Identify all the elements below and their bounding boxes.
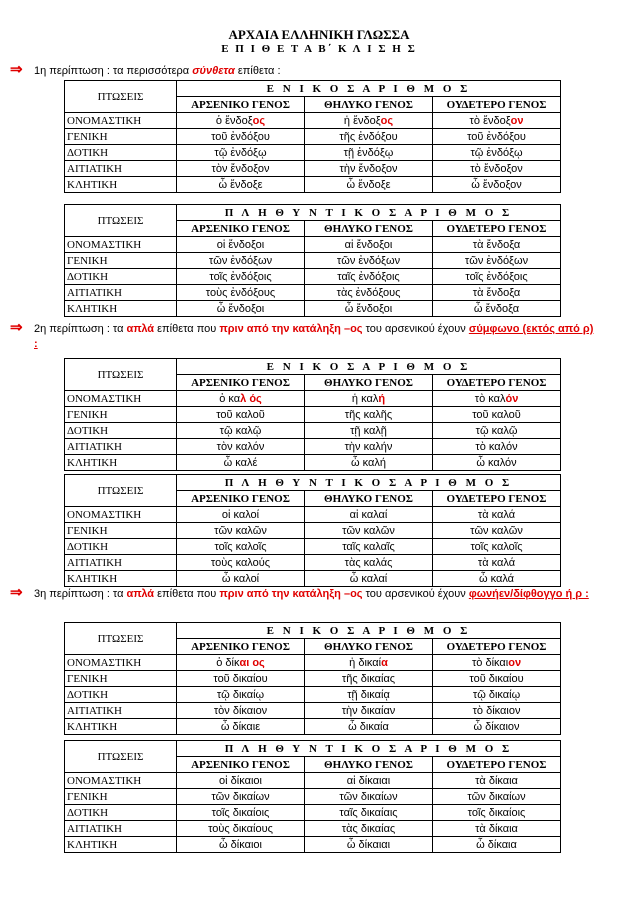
case-label: ΔΟΤΙΚΗ <box>65 805 177 821</box>
form-cell <box>433 285 561 301</box>
form-cell <box>305 789 433 805</box>
form-text: τῇ ἐνδόξῳ <box>343 146 394 159</box>
form-text: τὴν δικαίαν <box>341 704 396 717</box>
form-cell <box>177 555 305 571</box>
form-cell <box>305 507 433 523</box>
form-cell <box>305 391 433 407</box>
form-cell <box>305 301 433 317</box>
table-row <box>65 571 561 587</box>
form-text: τῷ ἐνδόξῳ <box>214 146 267 159</box>
table-row <box>65 285 561 301</box>
form-cell <box>433 113 561 129</box>
form-text: αἱ καλαί <box>349 508 388 521</box>
form-cell <box>433 821 561 837</box>
form-cell <box>433 253 561 269</box>
form-text: αἱ ἔνδοξοι <box>344 238 393 251</box>
case-label: ΑΙΤΙΑΤΙΚΗ <box>65 821 177 837</box>
form-text: τῆς ἐνδόξου <box>339 130 398 143</box>
gender-header-masc: ΑΡΣΕΝΙΚΟ ΓΕΝΟΣ <box>177 97 305 113</box>
form-cell <box>177 719 305 735</box>
form-text: ὦ ἔνδοξοι <box>216 302 265 315</box>
form-text: τοῦ καλοῦ <box>472 408 521 421</box>
form-text: ὦ δικαία <box>348 720 389 733</box>
form-text: τῶν καλῶν <box>470 524 523 537</box>
form-text: τῶν ἐνδόξων <box>336 254 401 267</box>
form-text: ὦ καλέ <box>223 456 258 469</box>
form-cell <box>433 539 561 555</box>
arrow-right-icon: ⇒ <box>10 319 23 336</box>
form-cell <box>305 773 433 789</box>
form-cell <box>433 407 561 423</box>
form-cell <box>177 655 305 671</box>
form-text: ὦ καλή <box>351 456 386 469</box>
form-cell <box>305 161 433 177</box>
form-text: τὸν δίκαιον <box>213 704 268 717</box>
form-text: ὦ ἔνδοξον <box>471 178 522 191</box>
table-row <box>65 703 561 719</box>
case-label: ΚΛΗΤΙΚΗ <box>65 571 177 587</box>
case-label: ΟΝΟΜΑΣΤΙΚΗ <box>65 391 177 407</box>
form-text: τοῦ δικαίου <box>469 672 524 685</box>
table-plural-case-1 <box>64 204 561 317</box>
form-text: ὦ δίκαιον <box>473 720 520 733</box>
form-cell <box>433 145 561 161</box>
form-cell <box>177 423 305 439</box>
form-text: τὴν καλήν <box>344 440 393 453</box>
arrow-right-icon: ⇒ <box>10 61 23 78</box>
form-text: ὁ δίκ <box>216 656 240 669</box>
case-label: ΓΕΝΙΚΗ <box>65 129 177 145</box>
form-cell <box>177 571 305 587</box>
form-text: τοῖς δικαίοις <box>467 806 526 819</box>
case-label: ΟΝΟΜΑΣΤΙΚΗ <box>65 507 177 523</box>
form-cell <box>433 523 561 539</box>
table-row <box>65 671 561 687</box>
table-plural-case-2 <box>64 474 561 587</box>
cases-header: ΠΤΩΣΕΙΣ <box>65 359 177 391</box>
form-text: τῷ ἐνδόξῳ <box>470 146 523 159</box>
table-row <box>65 237 561 253</box>
form-text: τὰ δίκαια <box>475 774 518 787</box>
form-text: ὦ δίκαιοι <box>219 838 262 851</box>
form-cell <box>305 455 433 471</box>
form-text: ὁ ἔνδοξ <box>215 114 253 127</box>
form-text: τοῖς δικαίοις <box>211 806 270 819</box>
form-cell <box>433 455 561 471</box>
form-text: ὦ ἔνδοξε <box>346 178 391 191</box>
gender-header-neut: ΟΥΔΕΤΕΡΟ ΓΕΝΟΣ <box>433 491 561 507</box>
table-row <box>65 439 561 455</box>
form-cell <box>433 687 561 703</box>
form-text: ὦ ἔνδοξοι <box>344 302 393 315</box>
table-row <box>65 821 561 837</box>
form-cell <box>177 269 305 285</box>
form-cell <box>305 837 433 853</box>
table-plural-case-3 <box>64 740 561 853</box>
gender-header-neut: ΟΥΔΕΤΕΡΟ ΓΕΝΟΣ <box>433 97 561 113</box>
ending-highlight: α <box>381 656 388 669</box>
document-subtitle: Ε Π Ι Θ Ε Τ Α Β΄ Κ Λ Ι Σ Η Σ <box>221 43 417 55</box>
form-cell <box>177 439 305 455</box>
case-label: ΚΛΗΤΙΚΗ <box>65 719 177 735</box>
form-text: οἱ ἔνδοξοι <box>216 238 265 251</box>
form-cell <box>305 407 433 423</box>
ending-highlight: ος <box>380 114 394 127</box>
case-label: ΚΛΗΤΙΚΗ <box>65 301 177 317</box>
table-row <box>65 129 561 145</box>
form-cell <box>177 523 305 539</box>
form-cell <box>433 423 561 439</box>
table-singular-case-2 <box>64 358 561 471</box>
form-text: τὸν ἔνδοξον <box>211 162 270 175</box>
table-row <box>65 507 561 523</box>
form-text: ἡ δικαί <box>349 656 382 669</box>
case-label: ΑΙΤΙΑΤΙΚΗ <box>65 285 177 301</box>
table-row <box>65 523 561 539</box>
form-cell <box>177 113 305 129</box>
form-cell <box>305 571 433 587</box>
gender-header-fem: ΘΗΛΥΚΟ ΓΕΝΟΣ <box>305 639 433 655</box>
case-label: ΓΕΝΙΚΗ <box>65 523 177 539</box>
table-row <box>65 407 561 423</box>
table-row <box>65 253 561 269</box>
gender-header-fem: ΘΗΛΥΚΟ ΓΕΝΟΣ <box>305 757 433 773</box>
table-row <box>65 773 561 789</box>
form-text: τὴν ἔνδοξον <box>339 162 398 175</box>
case-label: ΓΕΝΙΚΗ <box>65 407 177 423</box>
form-text: τὸ καλ <box>474 392 506 405</box>
case-label: ΟΝΟΜΑΣΤΙΚΗ <box>65 237 177 253</box>
form-cell <box>305 687 433 703</box>
form-cell <box>433 671 561 687</box>
table-row <box>65 269 561 285</box>
form-cell <box>177 821 305 837</box>
case-label: ΔΟΤΙΚΗ <box>65 539 177 555</box>
form-cell <box>433 773 561 789</box>
table-row <box>65 145 561 161</box>
form-text: τὸ καλόν <box>475 440 518 453</box>
form-text: τοῦ ἐνδόξου <box>467 130 526 143</box>
form-cell <box>177 285 305 301</box>
case-label: ΟΝΟΜΑΣΤΙΚΗ <box>65 655 177 671</box>
form-text: ὦ ἔνδοξα <box>473 302 520 315</box>
table-row <box>65 555 561 571</box>
form-text: οἱ καλοί <box>221 508 260 521</box>
form-cell <box>433 837 561 853</box>
case-label: ΚΛΗΤΙΚΗ <box>65 837 177 853</box>
form-text: ὦ καλαί <box>349 572 388 585</box>
number-header: Π Λ Η Θ Υ Ν Τ Ι Κ Ο Σ Α Ρ Ι Θ Μ Ο Σ <box>177 741 561 757</box>
gender-header-masc: ΑΡΣΕΝΙΚΟ ΓΕΝΟΣ <box>177 491 305 507</box>
document-title: ΑΡΧΑΙΑ ΕΛΛΗΝΙΚΗ ΓΛΩΣΣΑ <box>228 27 410 42</box>
form-cell <box>305 703 433 719</box>
gender-header-fem: ΘΗΛΥΚΟ ΓΕΝΟΣ <box>305 491 433 507</box>
form-text: τοὺς ἐνδόξους <box>205 286 276 299</box>
form-text: τῶν ἐνδόξων <box>464 254 529 267</box>
form-cell <box>177 539 305 555</box>
form-cell <box>177 237 305 253</box>
form-cell <box>433 555 561 571</box>
form-text: τὰς ἐνδόξους <box>336 286 401 299</box>
gender-header-masc: ΑΡΣΕΝΙΚΟ ΓΕΝΟΣ <box>177 221 305 237</box>
form-cell <box>433 301 561 317</box>
case-label: ΓΕΝΙΚΗ <box>65 789 177 805</box>
table-row <box>65 455 561 471</box>
form-text: ὁ κα <box>219 392 241 405</box>
form-text: τὸν καλόν <box>216 440 265 453</box>
table-row <box>65 539 561 555</box>
table-row <box>65 113 561 129</box>
gender-header-fem: ΘΗΛΥΚΟ ΓΕΝΟΣ <box>305 221 433 237</box>
case-label: ΑΙΤΙΑΤΙΚΗ <box>65 439 177 455</box>
form-cell <box>305 253 433 269</box>
form-cell <box>305 423 433 439</box>
gender-header-fem: ΘΗΛΥΚΟ ΓΕΝΟΣ <box>305 97 433 113</box>
form-cell <box>177 253 305 269</box>
form-cell <box>433 391 561 407</box>
form-text: τὰ ἔνδοξα <box>472 238 521 251</box>
form-cell <box>305 671 433 687</box>
form-cell <box>177 687 305 703</box>
form-cell <box>305 821 433 837</box>
form-text: ὦ δίκαιε <box>220 720 261 733</box>
note-case-3: ⇒ 3η περίπτωση : τα απλά επίθετα που πριν από την κατάληξη –ος του αρσενικού έχουν φωνήεν/δίφθογγο ή ρ : <box>10 584 589 601</box>
form-cell <box>305 113 433 129</box>
form-cell <box>433 237 561 253</box>
form-cell <box>305 555 433 571</box>
table-singular-case-3 <box>64 622 561 735</box>
form-cell <box>177 177 305 193</box>
ending-highlight: ον <box>510 114 524 127</box>
ending-highlight: ος <box>252 114 266 127</box>
gender-header-masc: ΑΡΣΕΝΙΚΟ ΓΕΝΟΣ <box>177 757 305 773</box>
form-cell <box>433 507 561 523</box>
case-label: ΓΕΝΙΚΗ <box>65 253 177 269</box>
table-singular-case-1 <box>64 80 561 193</box>
form-cell <box>177 789 305 805</box>
form-cell <box>177 161 305 177</box>
form-text: τὰς καλάς <box>344 556 393 569</box>
arrow-right-icon: ⇒ <box>10 584 23 601</box>
form-cell <box>433 655 561 671</box>
table-row <box>65 687 561 703</box>
form-text: τοῦ δικαίου <box>213 672 268 685</box>
case-label: ΟΝΟΜΑΣΤΙΚΗ <box>65 113 177 129</box>
form-cell <box>433 161 561 177</box>
form-cell <box>433 719 561 735</box>
table-row <box>65 423 561 439</box>
form-text: ὦ καλόν <box>476 456 517 469</box>
form-text: τῷ καλῷ <box>475 424 518 437</box>
case-label: ΟΝΟΜΑΣΤΙΚΗ <box>65 773 177 789</box>
case-label: ΑΙΤΙΑΤΙΚΗ <box>65 703 177 719</box>
form-cell <box>305 655 433 671</box>
form-text: τῶν δικαίων <box>339 790 398 803</box>
form-cell <box>433 571 561 587</box>
ending-highlight: αι ος <box>239 656 265 669</box>
form-cell <box>305 177 433 193</box>
form-text: τὰ ἔνδοξα <box>472 286 521 299</box>
gender-header-masc: ΑΡΣΕΝΙΚΟ ΓΕΝΟΣ <box>177 639 305 655</box>
form-text: ὦ δίκαιαι <box>346 838 391 851</box>
table-row <box>65 805 561 821</box>
form-cell <box>433 789 561 805</box>
form-text: τῇ δικαίᾳ <box>347 688 390 701</box>
form-cell <box>305 269 433 285</box>
form-text: ὦ δίκαια <box>476 838 517 851</box>
case-label: ΚΛΗΤΙΚΗ <box>65 177 177 193</box>
form-cell <box>177 805 305 821</box>
form-text: τῶν δικαίων <box>467 790 526 803</box>
form-text: ὦ καλοί <box>221 572 260 585</box>
form-text: ὦ καλά <box>478 572 515 585</box>
form-text: ταῖς ἐνδόξοις <box>337 270 400 283</box>
form-cell <box>177 455 305 471</box>
form-text: τὰ καλά <box>477 508 516 521</box>
case-label: ΔΟΤΙΚΗ <box>65 145 177 161</box>
form-cell <box>177 773 305 789</box>
form-text: ταῖς καλαῖς <box>342 540 395 553</box>
form-cell <box>433 269 561 285</box>
number-header: Ε Ν Ι Κ Ο Σ Α Ρ Ι Θ Μ Ο Σ <box>177 81 561 97</box>
form-cell <box>305 285 433 301</box>
gender-header-neut: ΟΥΔΕΤΕΡΟ ΓΕΝΟΣ <box>433 757 561 773</box>
form-text: τὸ δίκαιον <box>472 704 521 717</box>
ending-highlight: όν <box>505 392 519 405</box>
form-text: τοῦ καλοῦ <box>216 408 265 421</box>
table-row <box>65 301 561 317</box>
case-label: ΔΟΤΙΚΗ <box>65 269 177 285</box>
gender-header-neut: ΟΥΔΕΤΕΡΟ ΓΕΝΟΣ <box>433 221 561 237</box>
case-label: ΑΙΤΙΑΤΙΚΗ <box>65 161 177 177</box>
form-text: ἡ καλ <box>351 392 379 405</box>
gender-header-neut: ΟΥΔΕΤΕΡΟ ΓΕΝΟΣ <box>433 375 561 391</box>
ending-highlight: ή <box>378 392 386 405</box>
number-header: Ε Ν Ι Κ Ο Σ Α Ρ Ι Θ Μ Ο Σ <box>177 359 561 375</box>
form-text: τῶν καλῶν <box>342 524 395 537</box>
table-row <box>65 177 561 193</box>
form-text: τῶν ἐνδόξων <box>208 254 273 267</box>
form-text: τῆς καλῆς <box>344 408 393 421</box>
ending-highlight: ον <box>508 656 522 669</box>
form-text: τοὺς δικαίους <box>208 822 273 835</box>
form-cell <box>177 671 305 687</box>
form-text: ταῖς δικαίαις <box>339 806 398 819</box>
form-text: αἱ δίκαιαι <box>346 774 391 787</box>
form-cell <box>305 523 433 539</box>
form-text: τῷ δικαίῳ <box>472 688 521 701</box>
form-cell <box>433 177 561 193</box>
table-row <box>65 837 561 853</box>
case-label: ΔΟΤΙΚΗ <box>65 423 177 439</box>
gender-header-fem: ΘΗΛΥΚΟ ΓΕΝΟΣ <box>305 375 433 391</box>
form-cell <box>305 439 433 455</box>
number-header: Ε Ν Ι Κ Ο Σ Α Ρ Ι Θ Μ Ο Σ <box>177 623 561 639</box>
form-cell <box>433 703 561 719</box>
form-cell <box>305 719 433 735</box>
form-cell <box>177 145 305 161</box>
table-row <box>65 391 561 407</box>
form-text: τὰ καλά <box>477 556 516 569</box>
form-cell <box>177 407 305 423</box>
form-text: τῇ καλῇ <box>350 424 387 437</box>
cases-header: ΠΤΩΣΕΙΣ <box>65 741 177 773</box>
form-cell <box>433 805 561 821</box>
form-text: τὸ δίκαι <box>471 656 509 669</box>
form-text: τῷ καλῷ <box>219 424 262 437</box>
form-text: τοῖς ἐνδόξοις <box>209 270 272 283</box>
form-text: τοῖς καλοῖς <box>214 540 267 553</box>
case-label: ΓΕΝΙΚΗ <box>65 671 177 687</box>
form-cell <box>177 391 305 407</box>
form-text: τῶν δικαίων <box>211 790 270 803</box>
form-text: ἡ ἔνδοξ <box>343 114 381 127</box>
form-text: τοὺς καλούς <box>210 556 271 569</box>
form-cell <box>177 507 305 523</box>
form-cell <box>305 145 433 161</box>
case-label: ΑΙΤΙΑΤΙΚΗ <box>65 555 177 571</box>
table-row <box>65 789 561 805</box>
form-text: οἱ δίκαιοι <box>219 774 262 787</box>
form-cell <box>305 129 433 145</box>
number-header: Π Λ Η Θ Υ Ν Τ Ι Κ Ο Σ Α Ρ Ι Θ Μ Ο Σ <box>177 205 561 221</box>
form-cell <box>433 439 561 455</box>
number-header: Π Λ Η Θ Υ Ν Τ Ι Κ Ο Σ Α Ρ Ι Θ Μ Ο Σ <box>177 475 561 491</box>
form-text: τῷ δικαίῳ <box>216 688 265 701</box>
form-text: τὸ ἔνδοξ <box>469 114 511 127</box>
gender-header-masc: ΑΡΣΕΝΙΚΟ ΓΕΝΟΣ <box>177 375 305 391</box>
table-row <box>65 655 561 671</box>
form-text: τοῦ ἐνδόξου <box>211 130 270 143</box>
form-text: τῶν καλῶν <box>214 524 267 537</box>
table-row <box>65 161 561 177</box>
form-cell <box>433 129 561 145</box>
gender-header-neut: ΟΥΔΕΤΕΡΟ ΓΕΝΟΣ <box>433 639 561 655</box>
form-cell <box>177 837 305 853</box>
form-text: ὦ ἔνδοξε <box>218 178 263 191</box>
form-text: τοῖς καλοῖς <box>470 540 523 553</box>
form-text: τοῖς ἐνδόξοις <box>465 270 528 283</box>
note-case-2: ⇒ 2η περίπτωση : τα απλά επίθετα που πριν από την κατάληξη –ος του αρσενικού έχουν σύμφωνο (εκτός από ρ) : <box>10 319 594 350</box>
form-cell <box>305 805 433 821</box>
form-cell <box>305 539 433 555</box>
form-text: τὰς δικαίας <box>341 822 396 835</box>
form-text: τὸ ἔνδοξον <box>470 162 523 175</box>
form-cell <box>177 301 305 317</box>
cases-header: ΠΤΩΣΕΙΣ <box>65 475 177 507</box>
form-cell <box>305 237 433 253</box>
cases-header: ΠΤΩΣΕΙΣ <box>65 205 177 237</box>
cases-header: ΠΤΩΣΕΙΣ <box>65 623 177 655</box>
case-label: ΚΛΗΤΙΚΗ <box>65 455 177 471</box>
table-row <box>65 719 561 735</box>
case-label: ΔΟΤΙΚΗ <box>65 687 177 703</box>
form-cell <box>177 703 305 719</box>
note-case-1: ⇒ 1η περίπτωση : τα περισσότερα σύνθετα επίθετα : <box>10 61 281 78</box>
form-text: τὰ δίκαια <box>475 822 518 835</box>
form-text: τῆς δικαίας <box>341 672 396 685</box>
form-cell <box>177 129 305 145</box>
ending-highlight: λ ός <box>240 392 262 405</box>
cases-header: ΠΤΩΣΕΙΣ <box>65 81 177 113</box>
